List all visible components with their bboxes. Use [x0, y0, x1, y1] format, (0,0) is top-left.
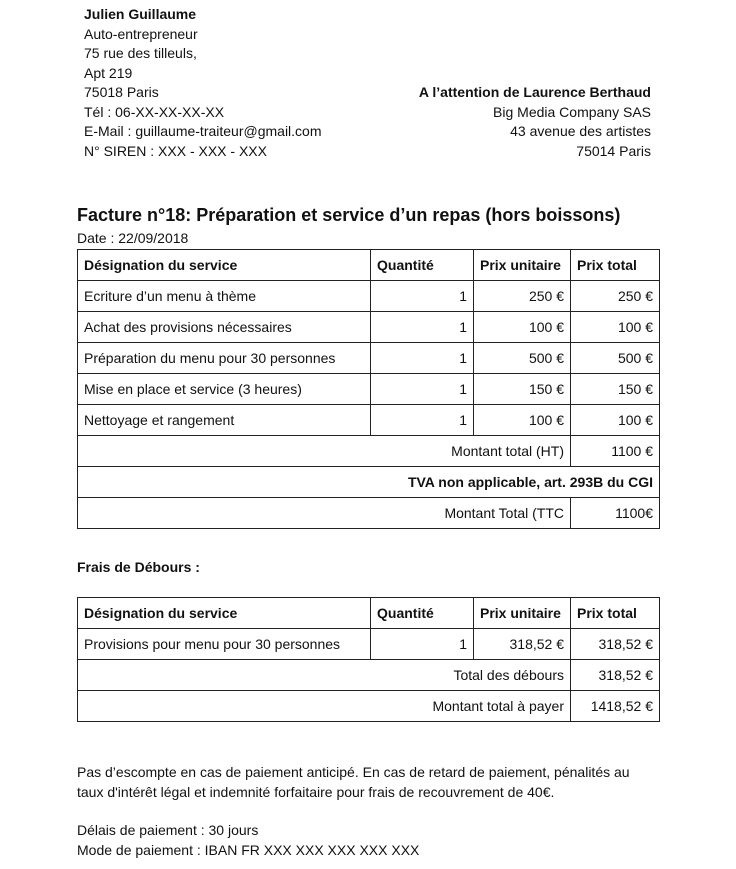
cell-unit-price: 100 €: [474, 405, 571, 436]
sender-status: Auto-entrepreneur: [84, 25, 198, 42]
tva-note: TVA non applicable, art. 293B du CGI: [78, 467, 660, 498]
recipient-block: [419, 83, 651, 161]
cell-total: 100 €: [571, 405, 660, 436]
table-header-row: [78, 598, 660, 629]
total-ttc-value: 1100€: [571, 498, 660, 529]
cell-quantity: 1: [371, 343, 474, 374]
cell-unit-price: 100 €: [474, 312, 571, 343]
grand-total-row: [78, 691, 660, 722]
total-ttc-label: Montant Total (TTC: [78, 498, 571, 529]
payment-terms: [77, 821, 677, 860]
cell-designation: Mise en place et service (3 heures): [78, 374, 371, 405]
sender-address-1: 75 rue des tilleuls,: [84, 45, 197, 61]
header-designation: Désignation du service: [78, 250, 371, 281]
cell-designation: Préparation du menu pour 30 personnes: [78, 343, 371, 374]
invoice-date: Date : 22/09/2018: [77, 230, 189, 246]
invoice-title: Facture n°18: Préparation et service d’un repas (hors boissons): [77, 205, 621, 225]
debours-total-row: [78, 660, 660, 691]
payment-delay: Délais de paiement : 30 jours: [77, 822, 259, 838]
total-ttc-row: [78, 498, 660, 529]
table-row: [78, 405, 660, 436]
cell-designation: Ecriture d’un menu à thème: [78, 281, 371, 312]
cell-total: 500 €: [571, 343, 660, 374]
cell-quantity: 1: [371, 281, 474, 312]
cell-total: 250 €: [571, 281, 660, 312]
debours-table: [77, 597, 660, 722]
total-ht-value: 1100 €: [571, 436, 660, 467]
sender-name: Julien Guillaume: [84, 6, 197, 22]
cell-unit-price: 250 €: [474, 281, 571, 312]
escompte-note: [77, 763, 677, 802]
debours-total-label: Total des débours: [78, 660, 571, 691]
tva-row: [78, 467, 660, 498]
recipient-attention: A l’attention de Laurence Berthaud: [418, 84, 651, 100]
table-row: [78, 343, 660, 374]
table-row: [78, 374, 660, 405]
cell-unit-price: 318,52 €: [474, 629, 571, 660]
total-ht-row: [78, 436, 660, 467]
cell-designation: Nettoyage et rangement: [78, 405, 371, 436]
sender-block: [84, 5, 322, 161]
cell-quantity: 1: [371, 312, 474, 343]
debours-heading: Frais de Débours :: [77, 559, 200, 575]
total-ht-label: Montant total (HT): [78, 436, 571, 467]
header-quantity: Quantité: [371, 250, 474, 281]
cell-quantity: 1: [371, 405, 474, 436]
table-header-row: [78, 250, 660, 281]
services-table: [77, 249, 660, 529]
header-total-price: Prix total: [571, 250, 660, 281]
payment-mode: Mode de paiement : IBAN FR XXX XXX XXX XXX XXX: [77, 841, 420, 858]
header-designation: Désignation du service: [78, 598, 371, 629]
sender-email: E-Mail : guillaume-traiteur@gmail.com: [84, 123, 322, 139]
cell-total: 100 €: [571, 312, 660, 343]
header-quantity: Quantité: [371, 598, 474, 629]
cell-total: 150 €: [571, 374, 660, 405]
table-row: [78, 629, 660, 660]
cell-unit-price: 500 €: [474, 343, 571, 374]
cell-total: 318,52 €: [571, 629, 660, 660]
table-row: [78, 312, 660, 343]
escompte-line-1: Pas d’escompte en cas de paiement anticipé. En cas de retard de paiement, pénalités au: [77, 764, 630, 780]
header-unit-price: Prix unitaire: [474, 250, 571, 281]
cell-unit-price: 150 €: [474, 374, 571, 405]
header-unit-price: Prix unitaire: [474, 598, 571, 629]
sender-city: 75018 Paris: [84, 84, 159, 100]
sender-address-2: Apt 219: [84, 64, 133, 81]
recipient-city: 75014 Paris: [576, 142, 651, 159]
grand-total-label: Montant total à payer: [78, 691, 571, 722]
debours-total-value: 318,52 €: [571, 660, 660, 691]
header-total-price: Prix total: [571, 598, 660, 629]
cell-quantity: 1: [371, 374, 474, 405]
recipient-company: Big Media Company SAS: [493, 103, 651, 120]
cell-designation: Provisions pour menu pour 30 personnes: [78, 629, 371, 660]
sender-siren: N° SIREN : XXX - XXX - XXX: [84, 142, 267, 159]
table-row: [78, 281, 660, 312]
cell-quantity: 1: [371, 629, 474, 660]
sender-phone: Tél : 06-XX-XX-XX-XX: [84, 103, 225, 120]
cell-designation: Achat des provisions nécessaires: [78, 312, 371, 343]
escompte-line-2: taux d'intérêt légal et indemnité forfaitaire pour frais de recouvrement de 40€.: [77, 783, 555, 800]
recipient-address: 43 avenue des artistes: [510, 123, 651, 139]
grand-total-value: 1418,52 €: [571, 691, 660, 722]
